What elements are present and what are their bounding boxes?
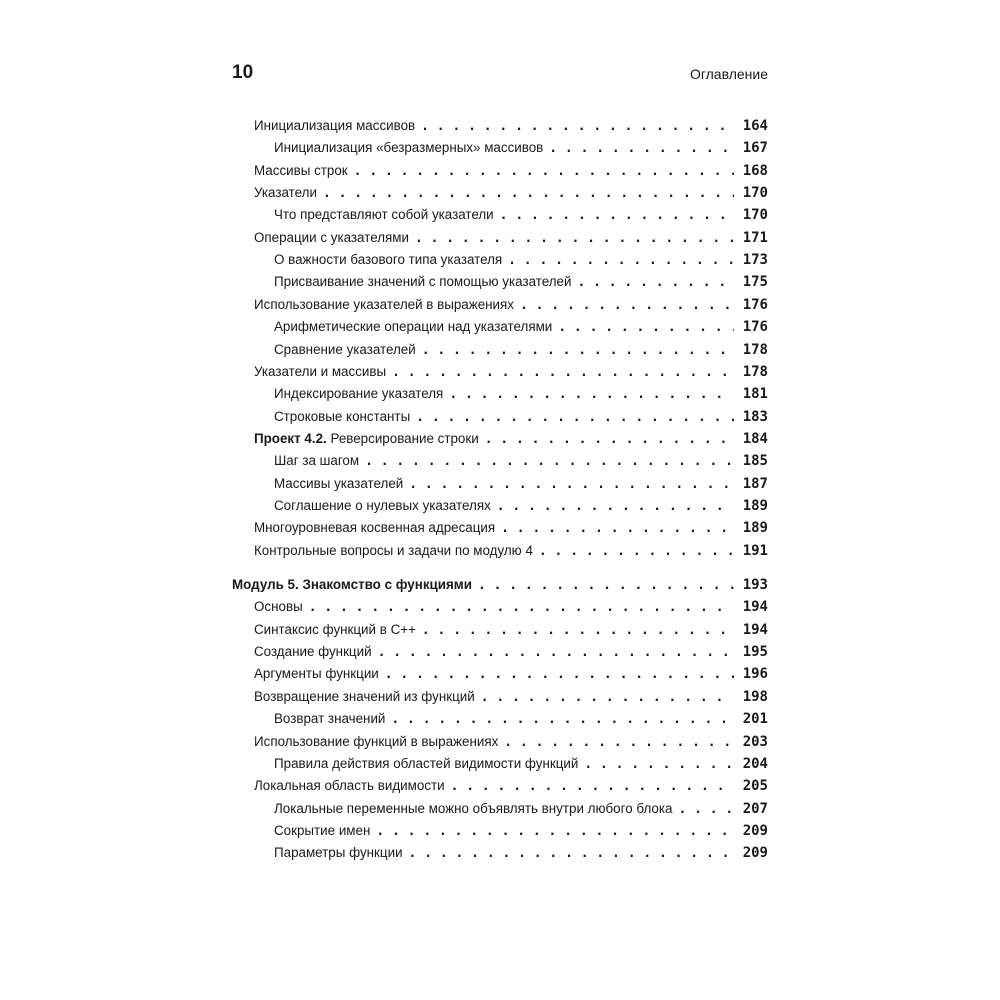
page-number: 10 — [232, 62, 254, 83]
dot-leader — [415, 231, 734, 246]
dot-leader — [549, 141, 734, 156]
toc-entry — [254, 297, 768, 317]
dot-leader — [365, 454, 734, 469]
toc-entry-page: 173 — [742, 252, 768, 269]
toc-entry-title: Возвращение значений из функций — [254, 688, 475, 704]
dot-leader — [449, 387, 734, 402]
dot-leader — [485, 432, 734, 447]
toc-entry-title-bold: Проект 4.2. — [254, 430, 327, 446]
toc-entry-page: 209 — [742, 845, 768, 862]
dot-leader — [539, 544, 734, 559]
toc-entry-page: 176 — [742, 296, 768, 313]
toc-entry-title: Операции с указателями — [254, 229, 409, 245]
toc-entry-page: 204 — [742, 755, 768, 772]
toc-entry-title: Синтаксис функций в С++ — [254, 621, 416, 637]
toc-entry-page: 193 — [742, 577, 768, 593]
dot-leader — [504, 735, 734, 750]
toc-entry-page: 205 — [742, 778, 768, 795]
toc-entry-page: 201 — [742, 711, 768, 728]
toc-entry-title: Сравнение указателей — [274, 341, 416, 357]
toc-entry-title: Создание функций — [254, 644, 372, 660]
toc-entry — [254, 118, 768, 138]
toc-entry-page: 209 — [742, 822, 768, 839]
toc-entry — [254, 230, 768, 250]
dot-leader — [478, 578, 734, 593]
toc-entry-page: 196 — [742, 666, 768, 683]
toc-entry-page: 198 — [742, 688, 768, 705]
toc-entry-page: 203 — [742, 733, 768, 750]
toc-entry-title: Инициализация массивов — [254, 118, 416, 133]
toc-entry-page: 189 — [742, 520, 768, 537]
toc-entry-page: 185 — [742, 453, 768, 470]
toc-entry-title: Индексирование указателя — [274, 386, 444, 402]
toc-entry-page: 175 — [742, 274, 768, 291]
toc-entry-title: Инициализация «безразмерных» массивов — [274, 140, 544, 156]
toc-entry — [254, 734, 768, 754]
toc-entry — [274, 274, 768, 294]
toc-entry — [274, 140, 768, 160]
toc-entry-page: 194 — [742, 599, 768, 616]
toc-entry-title: Указатели и массивы — [254, 363, 387, 379]
toc-entry-page: 168 — [742, 162, 768, 179]
toc-entry-page: 176 — [742, 319, 768, 336]
toc-entry-title: Шаг за шагом — [274, 453, 360, 469]
toc-entry-title: Массивы строк — [254, 162, 348, 178]
toc-entry-page: 171 — [742, 229, 768, 246]
dot-leader — [422, 343, 734, 358]
dot-leader — [392, 365, 734, 380]
toc-entry — [274, 252, 768, 272]
dot-leader — [416, 410, 734, 425]
toc-entry — [274, 342, 768, 362]
toc-entry — [274, 476, 768, 496]
dot-leader — [577, 275, 734, 290]
toc-entry — [274, 207, 768, 227]
toc-entry-page: 184 — [742, 430, 768, 447]
toc-module-heading — [232, 577, 768, 597]
toc-entry-title: Арифметические операции над указателями — [274, 319, 553, 335]
toc-entry-title: Локальные переменные можно объявлять внутри любого блока — [274, 800, 673, 816]
toc-entry-page: 170 — [742, 207, 768, 224]
toc-entry-page: 181 — [742, 386, 768, 403]
dot-leader — [508, 253, 734, 268]
toc-entry-title: Соглашение о нулевых указателях — [274, 498, 491, 513]
dot-leader — [385, 667, 734, 682]
toc-entry-title — [254, 431, 485, 446]
dot-leader — [409, 477, 734, 492]
toc-entry — [254, 431, 768, 451]
toc-entry-page: 164 — [742, 118, 768, 134]
dot-leader — [378, 645, 734, 660]
toc-entry-title: Параметры функции — [274, 845, 403, 861]
toc-entry-title: Модуль 5. Знакомство с функциями — [232, 577, 472, 592]
dot-leader — [391, 712, 734, 727]
dot-leader — [422, 623, 734, 638]
dot-leader — [501, 521, 734, 536]
toc-entry-title-rest: Реверсирование строки — [326, 430, 479, 446]
toc-entry-page: 178 — [742, 341, 768, 358]
toc-entry-title: Присваивание значений с помощью указателей — [274, 274, 572, 290]
toc-entry-page: 167 — [742, 140, 768, 157]
toc-entry-title: Что представляют собой указатели — [274, 207, 494, 223]
dot-leader — [678, 802, 734, 817]
toc-entry-page: 191 — [742, 542, 768, 559]
dot-leader — [309, 600, 734, 615]
toc-entry — [274, 409, 768, 429]
toc-entry-page: 195 — [742, 644, 768, 661]
toc-entry — [254, 599, 768, 619]
toc-entry — [254, 644, 768, 664]
toc-entry-title: Массивы указателей — [274, 475, 404, 491]
toc-entry-title: Контрольные вопросы и задачи по модулю 4 — [254, 542, 533, 558]
running-header: Оглавление — [689, 66, 768, 82]
toc-entry — [274, 453, 768, 473]
dot-leader — [520, 298, 734, 313]
dot-leader — [354, 164, 734, 179]
dot-leader — [558, 320, 734, 335]
toc-entry — [254, 185, 768, 205]
toc-entry-title: Строковые константы — [274, 408, 411, 424]
toc-entry — [254, 622, 768, 642]
toc-entry — [254, 163, 768, 183]
toc-entry — [254, 666, 768, 686]
toc-entry-page: 194 — [742, 621, 768, 638]
toc-entry — [254, 689, 768, 709]
toc-entry-title: Многоуровневая косвенная адресация — [254, 520, 496, 536]
toc-entry-title: Правила действия областей видимости функций — [274, 755, 579, 771]
toc-entry-title: О важности базового типа указателя — [274, 252, 503, 268]
dot-leader — [451, 779, 734, 794]
toc-entry — [274, 845, 768, 865]
toc-entry — [274, 386, 768, 406]
toc-entry — [254, 543, 768, 563]
dot-leader — [500, 208, 734, 223]
toc-entry-title: Локальная область видимости — [254, 778, 445, 794]
toc-entry — [254, 520, 768, 540]
toc-entry — [254, 778, 768, 798]
toc-entry — [274, 319, 768, 339]
toc-entry-title: Возврат значений — [274, 711, 386, 727]
dot-leader — [421, 119, 734, 134]
toc-entry — [254, 364, 768, 384]
toc-entry-title: Аргументы функции — [254, 666, 379, 682]
toc-entry-page: 183 — [742, 408, 768, 425]
toc-entry — [274, 801, 768, 821]
toc-entry-page: 170 — [742, 185, 768, 201]
toc-entry-title: Указатели — [254, 185, 317, 200]
dot-leader — [481, 690, 734, 705]
toc-entry — [274, 756, 768, 776]
toc-entry — [274, 823, 768, 843]
toc-entry — [274, 498, 768, 518]
toc-entry-page: 189 — [742, 498, 768, 514]
toc-entry-title: Использование указателей в выражениях — [254, 296, 514, 312]
dot-leader — [497, 499, 734, 514]
toc-entry-title: Основы — [254, 599, 303, 615]
dot-leader — [376, 824, 734, 839]
dot-leader — [409, 846, 734, 861]
toc-entry-page: 207 — [742, 800, 768, 817]
dot-leader — [584, 757, 734, 772]
toc-entry-title: Использование функций в выражениях — [254, 733, 499, 749]
toc-entry — [274, 711, 768, 731]
toc-entry-page: 187 — [742, 475, 768, 492]
toc-entry-page: 178 — [742, 363, 768, 380]
dot-leader — [323, 186, 734, 201]
toc-entry-title: Сокрытие имен — [274, 822, 371, 838]
